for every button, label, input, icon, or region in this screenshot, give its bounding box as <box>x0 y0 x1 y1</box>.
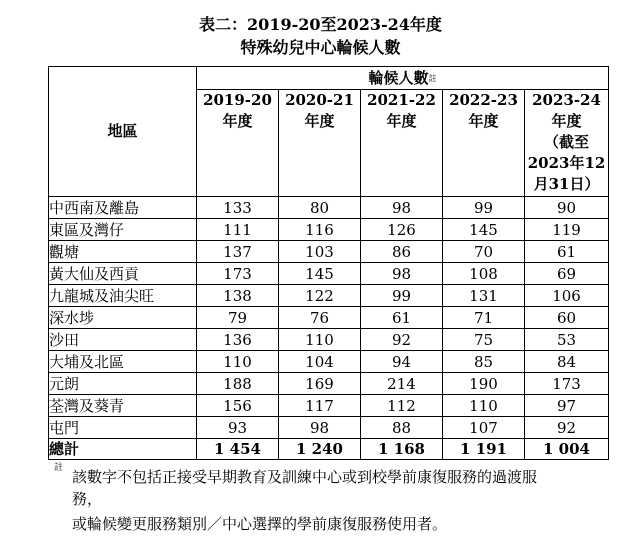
value-cell: 99 <box>443 197 525 219</box>
footnote-mark: 註 <box>54 463 64 473</box>
district-cell: 大埔及北區 <box>49 351 197 373</box>
value-cell: 173 <box>525 373 609 395</box>
footnote-text-line-1: 該數字不包括正接受早期教育及訓練中心或到校學前康復服務的過渡服 <box>72 468 538 486</box>
total-row <box>49 439 609 460</box>
table-subtitle: 特殊幼兒中心輪候人數 <box>240 38 401 57</box>
value-cell: 69 <box>525 263 609 285</box>
value-cell: 169 <box>279 373 361 395</box>
value-cell: 131 <box>443 285 525 307</box>
table-row <box>49 197 609 219</box>
value-cell: 173 <box>197 263 279 285</box>
value-cell: 111 <box>197 219 279 241</box>
value-cell: 106 <box>525 285 609 307</box>
year-column-header <box>443 90 525 197</box>
table-row <box>49 329 609 351</box>
district-column-header: 地區 <box>49 67 197 197</box>
value-cell: 138 <box>197 285 279 307</box>
value-cell: 122 <box>279 285 361 307</box>
value-cell: 98 <box>361 263 443 285</box>
year-column-header <box>361 90 443 197</box>
value-cell: 104 <box>279 351 361 373</box>
value-cell: 112 <box>361 395 443 417</box>
value-cell: 110 <box>279 329 361 351</box>
value-cell: 99 <box>361 285 443 307</box>
value-cell: 110 <box>443 395 525 417</box>
value-cell: 98 <box>361 197 443 219</box>
value-cell: 76 <box>279 307 361 329</box>
footnote-text-line-2: 務， <box>72 490 103 508</box>
table-title: 表二：2019-20至2023-24年度 <box>199 15 442 34</box>
year-header-line: 年度 <box>386 112 417 130</box>
table-row <box>49 307 609 329</box>
value-cell: 80 <box>279 197 361 219</box>
table-row <box>49 263 609 285</box>
table-row <box>49 241 609 263</box>
value-cell: 137 <box>197 241 279 263</box>
value-cell: 110 <box>197 351 279 373</box>
table-row <box>49 395 609 417</box>
year-header-line: 年度 <box>468 112 499 130</box>
value-cell: 117 <box>279 395 361 417</box>
district-cell: 東區及灣仔 <box>49 219 197 241</box>
district-cell: 中西南及離島 <box>49 197 197 219</box>
value-cell: 90 <box>525 197 609 219</box>
total-value-cell: 1 004 <box>525 439 609 460</box>
value-cell: 188 <box>197 373 279 395</box>
value-cell: 79 <box>197 307 279 329</box>
value-cell: 126 <box>361 219 443 241</box>
value-cell: 103 <box>279 241 361 263</box>
year-header-line: 年度 <box>304 112 335 130</box>
value-cell: 145 <box>443 219 525 241</box>
value-cell: 116 <box>279 219 361 241</box>
value-cell: 60 <box>525 307 609 329</box>
value-cell: 92 <box>361 329 443 351</box>
value-cell: 108 <box>443 263 525 285</box>
value-cell: 107 <box>443 417 525 439</box>
table-body <box>49 197 609 460</box>
year-column-header <box>197 90 279 197</box>
value-cell: 136 <box>197 329 279 351</box>
district-cell: 元朗 <box>49 373 197 395</box>
value-cell: 71 <box>443 307 525 329</box>
footnote-text-line-3: 或輪候變更服務類別／中心選擇的學前康復服務使用者。 <box>72 515 448 533</box>
year-header-line: 2023-24 <box>532 91 601 109</box>
value-cell: 94 <box>361 351 443 373</box>
total-value-cell: 1 454 <box>197 439 279 460</box>
total-value-cell: 1 191 <box>443 439 525 460</box>
value-cell: 61 <box>525 241 609 263</box>
value-cell: 214 <box>361 373 443 395</box>
year-header-line: 2023年12 <box>527 154 606 172</box>
district-cell: 荃灣及葵青 <box>49 395 197 417</box>
year-header-line: 2019-20 <box>203 91 272 109</box>
table-row <box>49 373 609 395</box>
district-cell: 觀塘 <box>49 241 197 263</box>
total-value-cell: 1 168 <box>361 439 443 460</box>
table-row <box>49 417 609 439</box>
value-cell: 119 <box>525 219 609 241</box>
table-row <box>49 351 609 373</box>
district-cell: 深水埗 <box>49 307 197 329</box>
table-row <box>49 285 609 307</box>
value-cell: 92 <box>525 417 609 439</box>
year-header-line: 年度 <box>222 112 253 130</box>
year-column-header <box>279 90 361 197</box>
value-cell: 145 <box>279 263 361 285</box>
value-cell: 133 <box>197 197 279 219</box>
year-header-line: 2021-22 <box>367 91 436 109</box>
year-header-line: 月31日） <box>533 175 600 193</box>
year-header-line: 年度 <box>551 112 582 130</box>
year-header-line: 2022-23 <box>449 91 518 109</box>
table-row <box>49 219 609 241</box>
value-cell: 156 <box>197 395 279 417</box>
value-cell: 70 <box>443 241 525 263</box>
district-cell: 黃大仙及西貢 <box>49 263 197 285</box>
footnote-reference-mark: 註 <box>428 73 437 83</box>
value-cell: 75 <box>443 329 525 351</box>
value-cell: 84 <box>525 351 609 373</box>
value-cell: 88 <box>361 417 443 439</box>
total-label-cell: 總計 <box>49 439 197 460</box>
value-cell: 93 <box>197 417 279 439</box>
total-value-cell: 1 240 <box>279 439 361 460</box>
district-cell: 屯門 <box>49 417 197 439</box>
value-cell: 53 <box>525 329 609 351</box>
year-header-line: （截至 <box>544 133 590 151</box>
value-cell: 86 <box>361 241 443 263</box>
value-cell: 190 <box>443 373 525 395</box>
value-cell: 61 <box>361 307 443 329</box>
waiting-list-table <box>48 66 609 460</box>
district-cell: 沙田 <box>49 329 197 351</box>
value-cell: 98 <box>279 417 361 439</box>
year-header-line: 2020-21 <box>285 91 354 109</box>
group-header-label: 輪候人數 <box>368 68 429 87</box>
year-column-header <box>525 90 609 197</box>
waiting-count-group-header <box>197 67 609 90</box>
value-cell: 85 <box>443 351 525 373</box>
value-cell: 97 <box>525 395 609 417</box>
district-cell: 九龍城及油尖旺 <box>49 285 197 307</box>
